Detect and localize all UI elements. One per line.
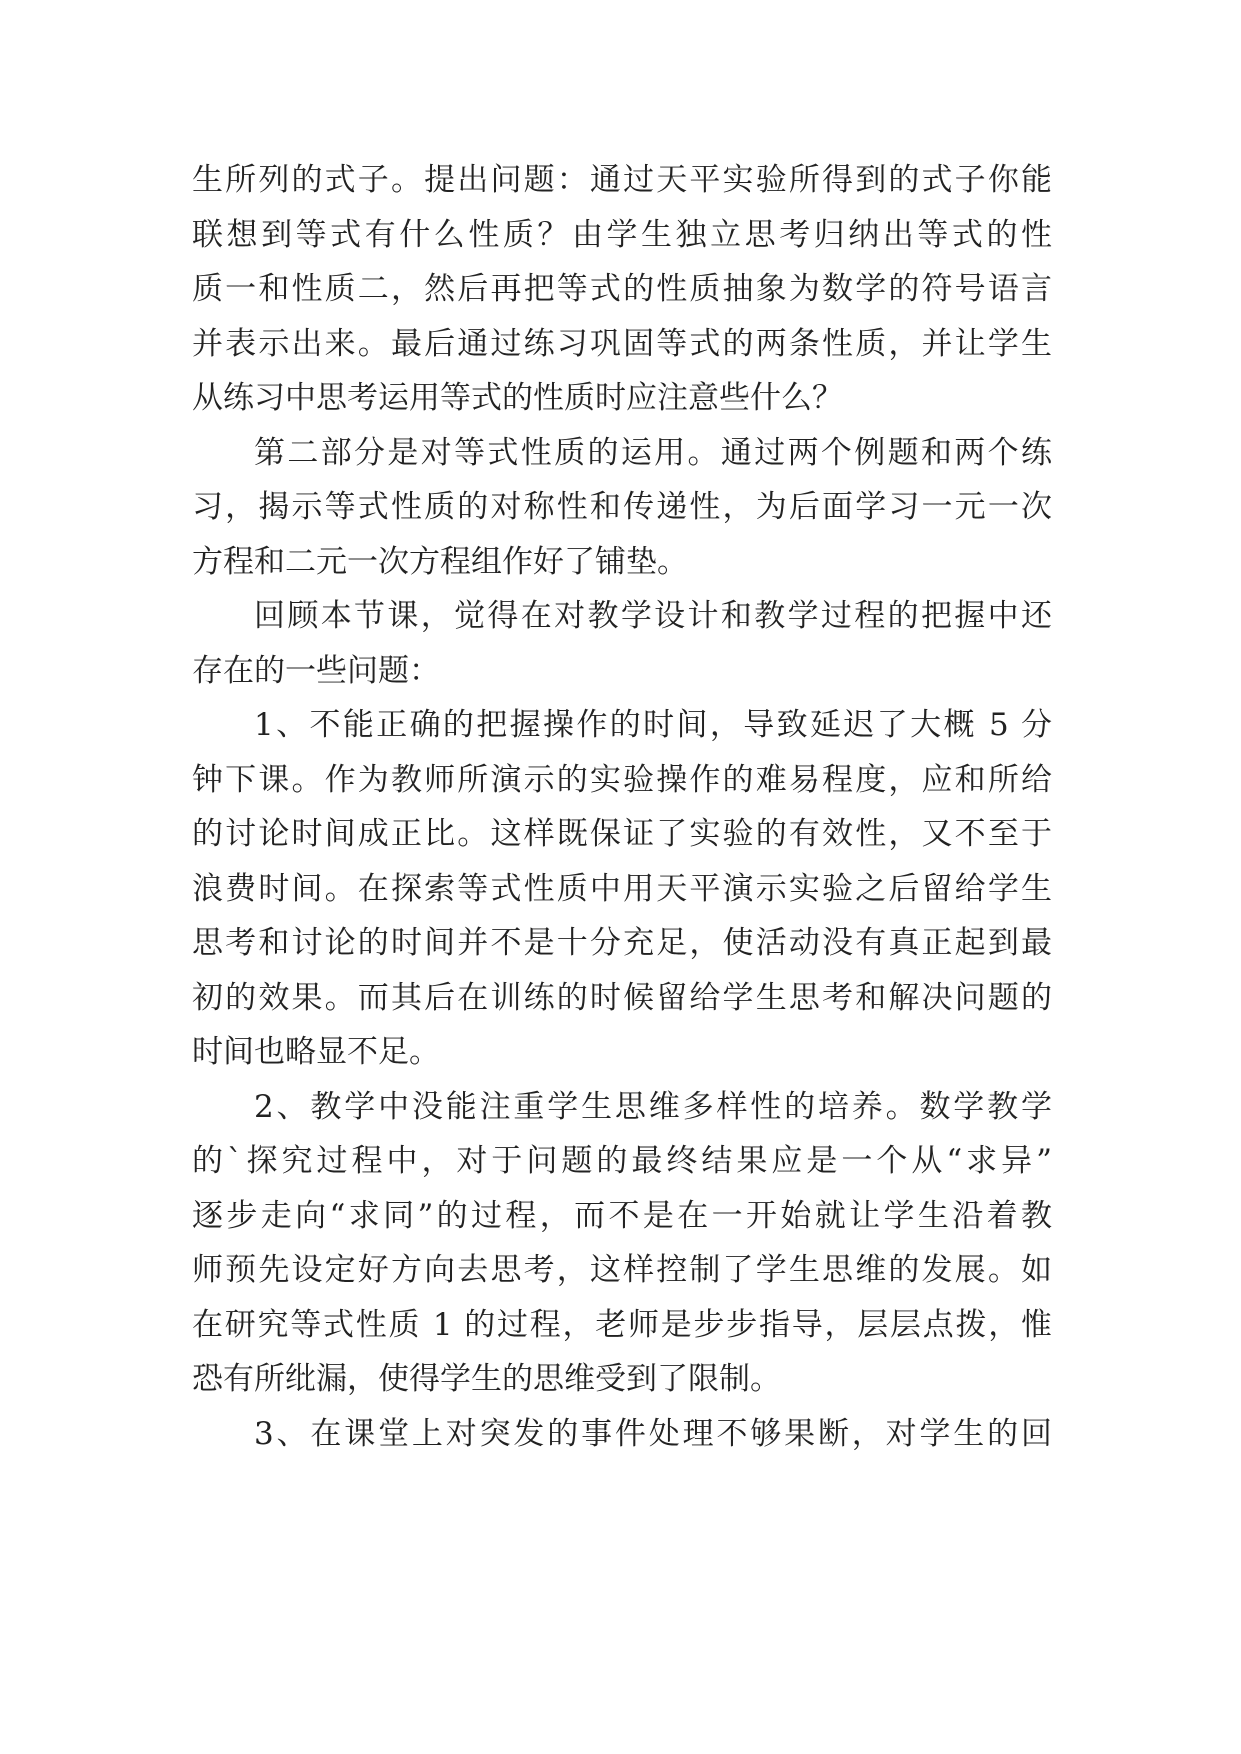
text-line: 第二部分是对等式性质的运用。通过两个例题和两个练 [254, 434, 1052, 471]
text-line: 恐有所纰漏，使得学生的思维受到了限制。 [192, 1361, 781, 1397]
text-line: 的`探究过程中，对于问题的最终结果应是一个从“求异” [192, 1143, 1052, 1179]
text-line: 方程和二元一次方程组作好了铺垫。 [192, 543, 688, 580]
paragraph-intro-continuation [192, 153, 1052, 426]
text-line: 在研究等式性质 1 的过程，老师是步步指导，层层点拨，惟 [192, 1306, 1052, 1343]
paragraph-review [192, 589, 1052, 698]
text-line: 1、不能正确的把握操作的时间，导致延迟了大概 5 分 [254, 707, 1052, 743]
paragraph-issue-3 [192, 1407, 1052, 1462]
document-body [192, 153, 1052, 1461]
text-line: 时间也略显不足。 [192, 1034, 440, 1070]
text-line: 回顾本节课，觉得在对教学设计和教学过程的把握中还 [254, 598, 1052, 634]
text-line: 存在的一些问题： [192, 652, 440, 689]
text-line: 并表示出来。最后通过练习巩固等式的两条性质，并让学生 [192, 325, 1052, 362]
text-line: 联想到等式有什么性质？由学生独立思考归纳出等式的性 [192, 216, 1052, 253]
text-line: 生所列的式子。提出问题：通过天平实验所得到的式子你能 [192, 162, 1052, 198]
paragraph-issue-2 [192, 1080, 1052, 1407]
text-line: 2、教学中没能注重学生思维多样性的培养。数学教学 [254, 1088, 1052, 1125]
text-line: 的讨论时间成正比。这样既保证了实验的有效性，又不至于 [192, 816, 1052, 852]
text-line: 师预先设定好方向去思考，这样控制了学生思维的发展。如 [192, 1252, 1052, 1288]
text-line: 初的效果。而其后在训练的时候留给学生思考和解决问题的 [192, 979, 1052, 1016]
text-line: 质一和性质二，然后再把等式的性质抽象为数学的符号语言 [192, 271, 1052, 307]
text-line: 习，揭示等式性质的对称性和传递性，为后面学习一元一次 [192, 489, 1052, 525]
paragraph-issue-1 [192, 698, 1052, 1080]
text-line: 浪费时间。在探索等式性质中用天平演示实验之后留给学生 [192, 870, 1052, 907]
text-line: 钟下课。作为教师所演示的实验操作的难易程度，应和所给 [192, 761, 1052, 798]
text-line: 思考和讨论的时间并不是十分充足，使活动没有真正起到最 [192, 925, 1052, 961]
paragraph-part-two [192, 426, 1052, 590]
text-line: 逐步走向“求同”的过程，而不是在一开始就让学生沿着教 [192, 1197, 1052, 1234]
text-line: 从练习中思考运用等式的性质时应注意些什么？ [192, 380, 843, 416]
text-line: 3、在课堂上对突发的事件处理不够果断，对学生的回 [254, 1415, 1052, 1452]
